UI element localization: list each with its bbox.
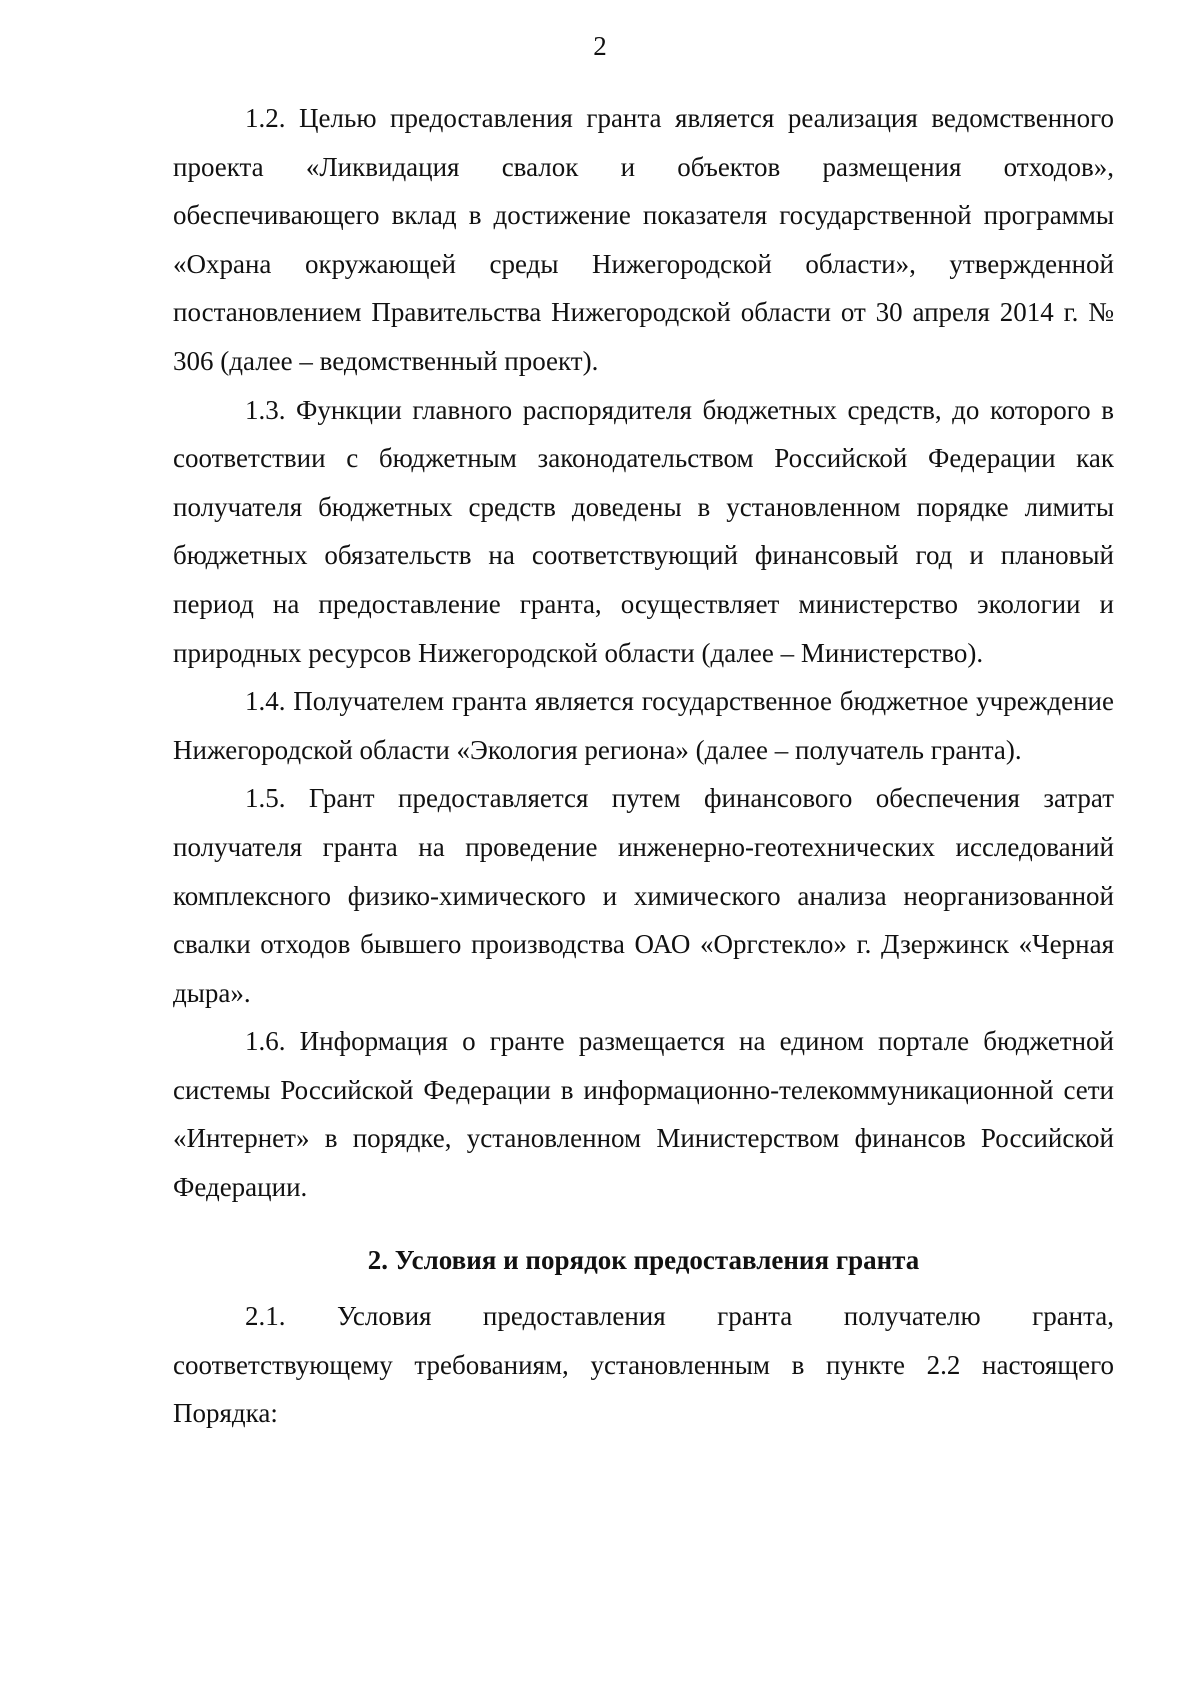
paragraph-1-2: 1.2. Целью предоставления гранта является реализация ведомственного проекта «Ликвидация свалок и объектов размещения отходов», обеспечивающего вклад в достижение показателя государственной программы «Охрана окружающей среды Нижегородской области», утвержденной постановлением Правительства Нижегородской области от 30 апреля 2014 г. № 306 (далее – ведомственный проект). <box>173 103 1114 376</box>
page-number: 2 <box>593 31 607 61</box>
document-body <box>173 94 1114 1438</box>
paragraph-1-3: 1.3. Функции главного распорядителя бюджетных средств, до которого в соответствии с бюджетным законодательством Российской Федерации как получателя бюджетных средств доведены в установленном порядке лимиты бюджетных обязательств на соответствующий финансовый год и плановый период на предоставление гранта, осуществляет министерство экологии и природных ресурсов Нижегородской области (далее – Министерство). <box>173 394 1114 668</box>
paragraph-2-1: 2.1. Условия предоставления гранта получателю гранта, соответствующему требованиям, установленным в пункте 2.2 настоящего Порядка: <box>173 1301 1114 1429</box>
paragraph-1-6: 1.6. Информация о гранте размещается на едином портале бюджетной системы Российской Федерации в информационно-телекоммуникационной сети «Интернет» в порядке, установленном Министерством финансов Российской Федерации. <box>173 1026 1114 1203</box>
paragraph-1-5: 1.5. Грант предоставляется путем финансового обеспечения затрат получателя гранта на проведение инженерно-геотехнических исследований комплексного физико-химического и химического анализа неорганизованной свалки отходов бывшего производства ОАО «Оргстекло» г. Дзержинск «Черная дыра». <box>173 783 1114 1008</box>
section-heading: 2. Условия и порядок предоставления гранта <box>367 1244 920 1275</box>
paragraph-1-4: 1.4. Получателем гранта является государственное бюджетное учреждение Нижегородской области «Экология региона» (далее – получатель гранта). <box>173 686 1114 765</box>
